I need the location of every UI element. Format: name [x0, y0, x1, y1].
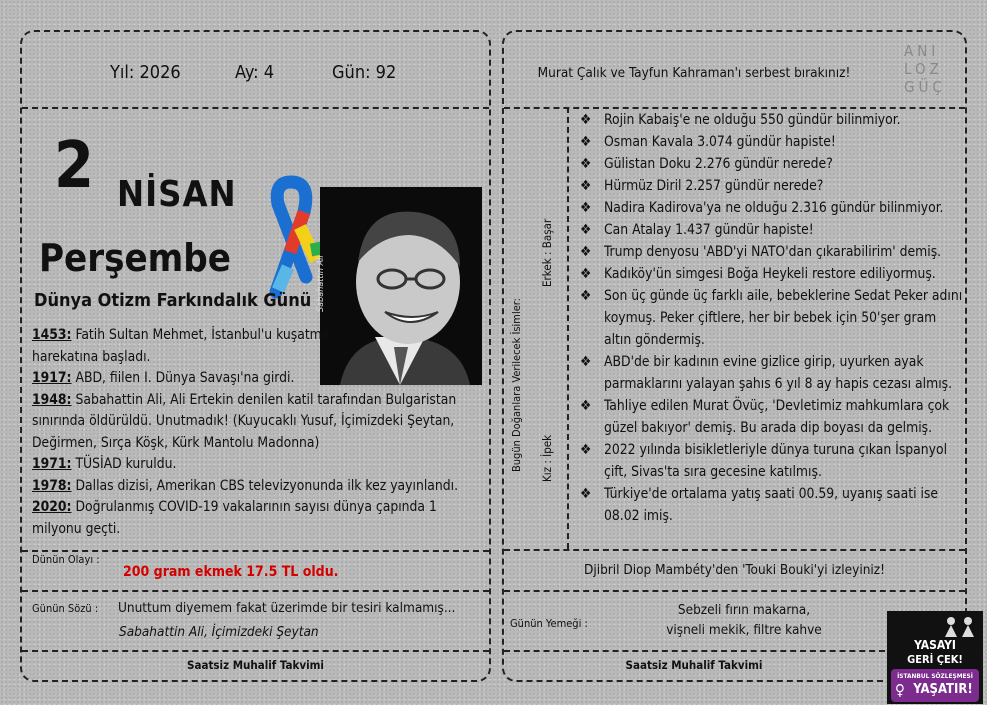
- news-item: [574, 483, 964, 527]
- portrait-image: [320, 187, 482, 385]
- quote-text: Unuttum diyemem fakat üzerimde bir tesiri kalmamış...: [118, 600, 456, 616]
- news-item: [574, 175, 964, 197]
- diamond-bullet-icon: ❖: [580, 398, 592, 414]
- news-text: Gülistan Doku 2.276 gündür nerede?: [604, 156, 833, 172]
- badge-line1: YASAYI: [914, 638, 956, 652]
- diamond-bullet-icon: ❖: [580, 222, 592, 238]
- diamond-bullet-icon: ❖: [580, 442, 592, 458]
- history-text: ABD, fiilen I. Dünya Savaşı'na girdi.: [71, 370, 295, 386]
- month-number-label: Ay: 4: [235, 62, 275, 83]
- divider: [504, 549, 965, 551]
- event-of-day-label: Dünün Olayı :: [32, 553, 100, 566]
- diamond-bullet-icon: ❖: [580, 134, 592, 150]
- news-item: [574, 131, 964, 153]
- news-text: Can Atalay 1.437 gündür hapiste!: [604, 222, 814, 238]
- big-day-number: 2: [54, 129, 95, 203]
- names-heading: Bugün Doğanlara Verilecek İsimler:: [510, 298, 523, 472]
- badge-line4: YAŞATIR!: [913, 682, 973, 697]
- news-text: Osman Kavala 3.074 gündür hapiste!: [604, 134, 836, 150]
- divider: [22, 650, 489, 652]
- news-item: [574, 439, 964, 483]
- month-name: NİSAN: [117, 174, 237, 215]
- female-symbol-icon: ♀: [895, 681, 905, 699]
- news-text: Hürmüz Diril 2.257 gündür nerede?: [604, 178, 824, 194]
- badge-line3: İSTANBUL SÖZLEŞMESİ: [897, 672, 973, 680]
- right-panel: [502, 30, 967, 682]
- news-item: [574, 241, 964, 263]
- news-text: Son üç günde üç farklı aile, bebeklerine Sedat Peker adını koymuş. Peker çiftlere, her bir bebek için 50'şer gram altın göndermiş.: [604, 288, 963, 348]
- news-text: Türkiye'de ortalama yatış saati 00.59, uyanış saati ise 08.02 imiş.: [604, 486, 939, 524]
- diamond-bullet-icon: ❖: [580, 200, 592, 216]
- boy-name: Erkek : Başar: [540, 218, 554, 287]
- history-list: [32, 325, 459, 540]
- diamond-bullet-icon: ❖: [580, 156, 592, 172]
- diamond-bullet-icon: ❖: [580, 288, 592, 304]
- demand-header: Murat Çalık ve Tayfun Kahraman'ı serbest bırakınız!: [537, 65, 851, 81]
- history-year: 1453:: [32, 327, 72, 343]
- history-text: Dallas dizisi, Amerikan CBS televizyonunda ilk kez yayınlandı.: [71, 477, 459, 494]
- news-text: 2022 yılında bisikletleriyle dünya turuna çıkan İspanyol çift, Sivas'ta sıra gecesine katılmış.: [604, 442, 948, 480]
- left-panel: [20, 30, 491, 682]
- history-item: [32, 368, 337, 390]
- news-text: Nadira Kadirova'ya ne olduğu 2.316 gündür bilinmiyor.: [604, 200, 944, 216]
- news-item: [574, 263, 964, 285]
- history-item: [32, 497, 462, 540]
- observance-title: Dünya Otizm Farkındalık Günü: [34, 290, 312, 311]
- day-number-label: Gün: 92: [332, 62, 397, 83]
- history-text: Sabahattin Ali, Ali Ertekin denilen katil tarafından Bulgaristan sınırında öldürüldü. Unutmadık! (Kuyucaklı Yusuf, İçimizdeki Şeytan, Değirmen, Sırça Köşk, Kürk Mantolu Madonna): [32, 391, 457, 451]
- meal-text: [654, 600, 834, 640]
- history-item: [32, 454, 337, 476]
- history-year: 1971:: [32, 456, 72, 472]
- event-of-day-text: 200 gram ekmek 17.5 TL oldu.: [123, 564, 339, 580]
- year-label: Yıl: 2026: [110, 62, 181, 83]
- divider: [22, 550, 489, 552]
- news-list: [574, 109, 964, 527]
- history-year: 1917:: [32, 370, 72, 386]
- news-text: Kadıköy'ün simgesi Boğa Heykeli restore ediliyormuş.: [604, 266, 936, 282]
- vertical-divider: [567, 107, 569, 549]
- divider: [504, 650, 885, 652]
- diamond-bullet-icon: ❖: [580, 178, 592, 194]
- news-text: Rojin Kabaiş'e ne olduğu 550 gündür bilinmiyor.: [604, 112, 901, 128]
- news-item: [574, 395, 964, 439]
- history-text: Fatih Sultan Mehmet, İstanbul'u kuşatma harekatına başladı.: [32, 327, 330, 365]
- diamond-bullet-icon: ❖: [580, 486, 592, 502]
- quote-source: Sabahattin Ali, İçimizdeki Şeytan: [119, 624, 319, 640]
- film-recommendation: Djibril Diop Mambéty'den 'Touki Bouki'yi izleyiniz!: [583, 562, 886, 578]
- quote-label: Günün Sözü :: [32, 602, 99, 615]
- history-item: [32, 390, 462, 455]
- news-text: ABD'de bir kadının evine gizlice girip, uyurken ayak parmaklarını yalayan şahıs 6 yıl 8 ay hapis cezası almış.: [604, 354, 953, 392]
- history-year: 1948:: [32, 391, 72, 408]
- news-text: Trump denyosu 'ABD'yi NATO'dan çıkarabilirim' demiş.: [604, 244, 942, 260]
- diamond-bullet-icon: ❖: [580, 354, 592, 370]
- campaign-badge: [887, 611, 983, 704]
- weekday-name: Perşembe: [39, 236, 231, 280]
- history-item: [32, 325, 337, 368]
- meal-line: Sebzeli fırın makarna,: [677, 602, 811, 618]
- news-item: [574, 197, 964, 219]
- meal-label: Günün Yemeği :: [510, 617, 588, 630]
- history-text: TÜSİAD kuruldu.: [71, 456, 177, 472]
- news-item: [574, 219, 964, 241]
- badge-purple-panel: [891, 669, 979, 702]
- history-text: Doğrulanmış COVID-19 vakalarının sayısı dünya çapında 1 milyonu geçti.: [32, 499, 437, 537]
- news-item: [574, 109, 964, 131]
- logo: [904, 42, 946, 96]
- news-item: [574, 351, 964, 395]
- girl-name: Kız : İpek: [540, 434, 554, 482]
- photo-caption: Sabahattin Ali: [316, 255, 326, 312]
- news-item: [574, 285, 964, 351]
- women-silhouette-icon: [942, 615, 978, 637]
- news-text: Tahliye edilen Murat Övüç, 'Devletimiz mahkumlara çok güzel bakıyor' demiş. Bu arada dip boyası da gelmiş.: [604, 398, 950, 436]
- divider: [504, 590, 965, 592]
- portrait-photo: [316, 187, 482, 385]
- divider: [22, 107, 489, 109]
- logo-line: GÜÇ: [904, 78, 946, 96]
- logo-line: ANI: [904, 42, 940, 60]
- badge-line2: GERİ ÇEK!: [907, 653, 963, 666]
- footer-title: Saatsiz Muhalif Takvimi: [187, 658, 324, 672]
- history-year: 2020:: [32, 499, 72, 515]
- logo-line: LOZ: [904, 60, 943, 78]
- history-year: 1978:: [32, 477, 72, 494]
- footer-title: Saatsiz Muhalif Takvimi: [625, 658, 763, 672]
- meal-line: vişneli mekik, filtre kahve: [666, 622, 822, 638]
- divider: [22, 590, 489, 592]
- diamond-bullet-icon: ❖: [580, 112, 592, 128]
- diamond-bullet-icon: ❖: [580, 244, 592, 260]
- diamond-bullet-icon: ❖: [580, 266, 592, 282]
- news-item: [574, 153, 964, 175]
- history-item: [32, 476, 462, 498]
